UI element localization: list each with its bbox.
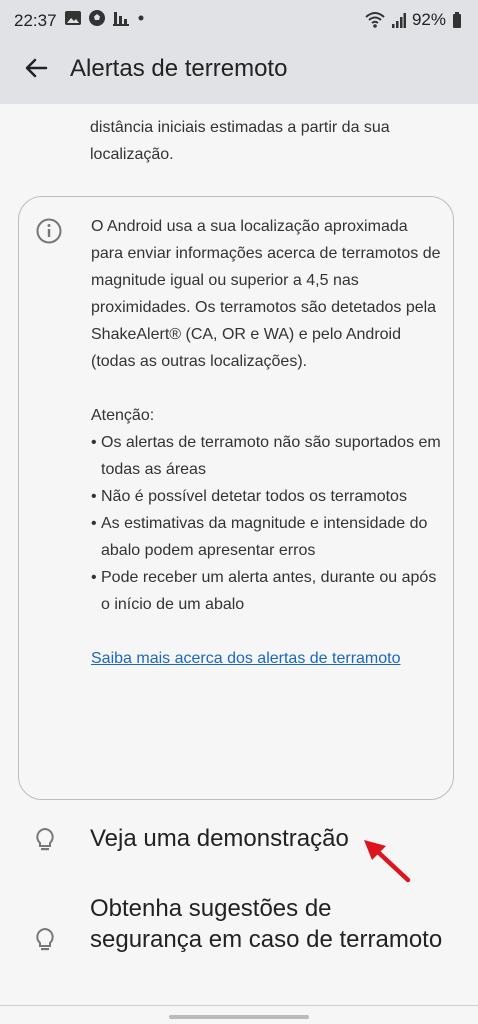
image-icon: [64, 9, 82, 27]
lightbulb-icon: [34, 927, 56, 953]
soccer-ball-icon: [88, 9, 106, 27]
battery-percent: 92%: [411, 10, 446, 29]
arrow-back-icon[interactable]: [20, 52, 52, 84]
list-item: • Não é possível detetar todos os terramotos: [91, 483, 441, 510]
bar-chart-icon: [112, 9, 130, 27]
gesture-nav-handle[interactable]: [169, 1015, 309, 1019]
warning-list: [91, 429, 441, 618]
wifi-icon: [364, 11, 386, 29]
list-item: • Pode receber um alerta antes, durante ou após o início de um abalo: [91, 564, 441, 618]
status-bar: [0, 0, 478, 40]
top-bar: [0, 0, 478, 104]
battery-icon: [452, 11, 462, 29]
dot-icon: [136, 9, 146, 27]
list-item: • Os alertas de terramoto não são suportados em todas as áreas: [91, 429, 441, 483]
safety-tips-row[interactable]: [0, 890, 478, 990]
page-title: Alertas de terremoto: [70, 55, 288, 82]
demo-label: Veja uma demonstração: [90, 825, 349, 852]
info-icon: [36, 218, 62, 244]
divider: [0, 1005, 478, 1006]
learn-more-link[interactable]: Saiba mais acerca dos alertas de terramoto: [91, 650, 401, 667]
list-item: • As estimativas da magnitude e intensidade do abalo podem apresentar erros: [91, 510, 441, 564]
signal-icon: [392, 11, 406, 29]
status-time: 22:37: [14, 11, 57, 30]
warning-heading: Atenção:: [91, 407, 155, 424]
red-arrow-icon: [360, 836, 414, 886]
lightbulb-icon: [34, 827, 56, 853]
info-card-body: O Android usa a sua localização aproximada para enviar informações acerca de terramotos de magnitude igual ou superior a 4,5 nas proximidades. Os terramotos são detetados pela ShakeAlert® (CA, OR e WA) e pelo Android (todas as outras localizações).: [91, 218, 441, 370]
safety-tips-label: Obtenha sugestões de segurança em caso de terramoto: [90, 895, 443, 953]
info-card: [18, 196, 454, 800]
intro-text: distância iniciais estimadas a partir da sua localização.: [90, 119, 390, 163]
